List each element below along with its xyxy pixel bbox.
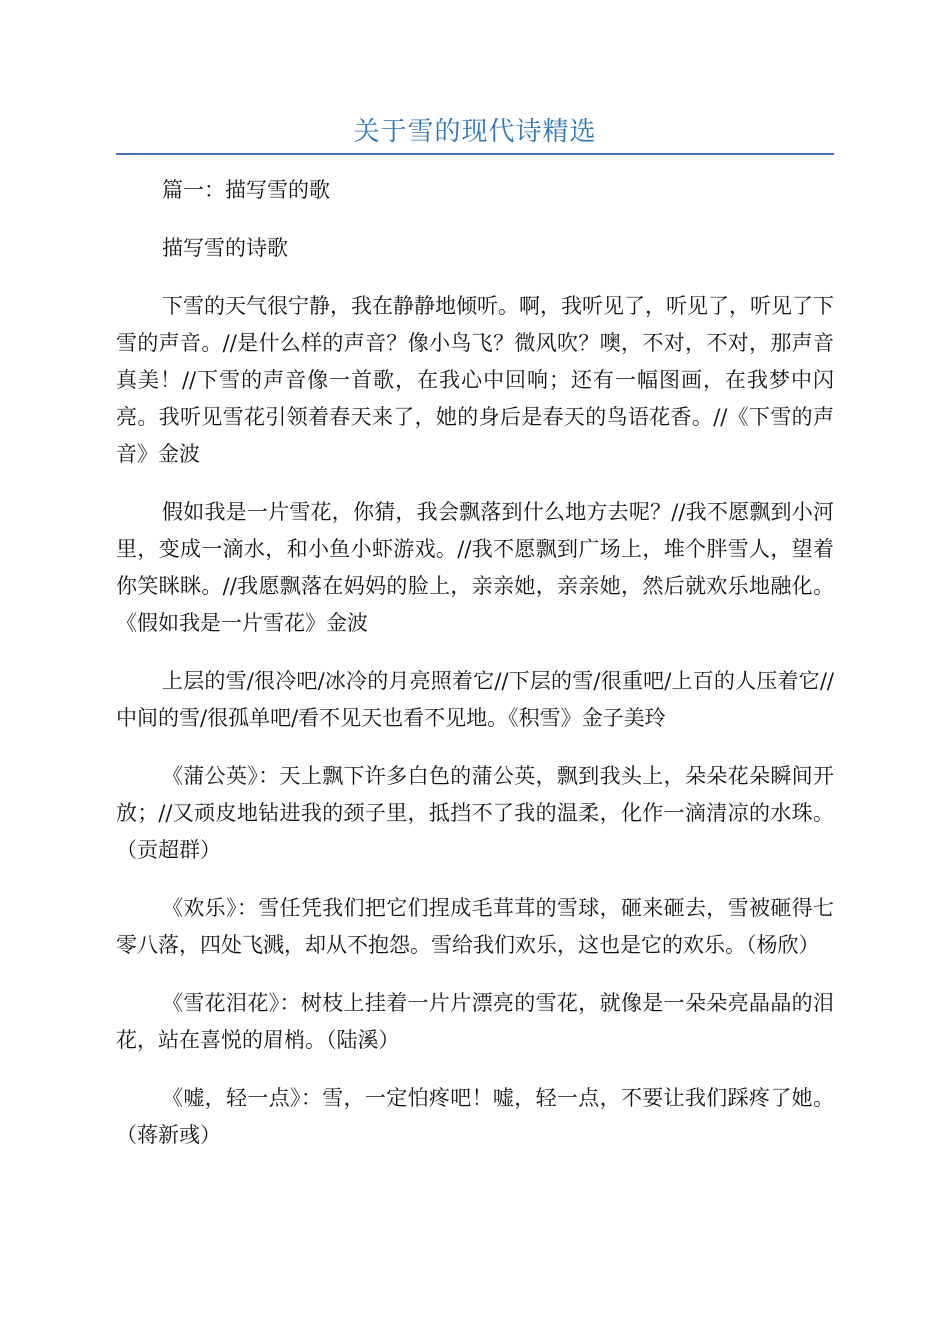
poem-paragraph: 《欢乐》：雪任凭我们把它们捏成毛茸茸的雪球，砸来砸去，雪被砸得七零八落，四处飞溅，却从不抱怨。雪给我们欢乐，这也是它的欢乐。（杨欣） [116,896,834,957]
section-heading: 篇一：描写雪的歌 [162,178,330,202]
title-underline [116,153,834,155]
document-body [116,172,834,1175]
poem-paragraph: 假如我是一片雪花，你猜，我会飘落到什么地方去呢？//我不愿飘到小河里，变成一滴水，和小鱼小虾游戏。//我不愿飘到广场上，堆个胖雪人，望着你笑眯眯。//我愿飘落在妈妈的脸上，亲亲她，亲亲她，然后就欢乐地融化。《假如我是一片雪花》金波 [116,500,834,635]
poem-paragraph: 《嘘，轻一点》：雪，一定怕疼吧！嘘，轻一点，不要让我们踩疼了她。（蒋新彧） [116,1086,834,1147]
subheading: 描写雪的诗歌 [162,236,288,260]
poem-paragraph: 《蒲公英》：天上飘下许多白色的蒲公英，飘到我头上，朵朵花朵瞬间开放；//又顽皮地钻进我的颈子里，抵挡不了我的温柔，化作一滴清凉的水珠。（贡超群） [116,764,834,862]
poem-paragraph: 下雪的天气很宁静，我在静静地倾听。啊，我听见了，听见了，听见了下雪的声音。//是什么样的声音？像小鸟飞？微风吹？噢，不对，不对，那声音真美！//下雪的声音像一首歌，在我心中回响；还有一幅图画，在我梦中闪亮。我听见雪花引领着春天来了，她的身后是春天的鸟语花香。//《下雪的声音》金波 [116,294,834,466]
poem-paragraph: 《雪花泪花》：树枝上挂着一片片漂亮的雪花，就像是一朵朵亮晶晶的泪花，站在喜悦的眉梢。（陆溪） [116,991,834,1052]
document-title: 关于雪的现代诗精选 [353,117,597,147]
poem-paragraph: 上层的雪/很冷吧/冰冷的月亮照着它//下层的雪/很重吧/上百的人压着它//中间的雪/很孤单吧/看不见天也看不见地。《积雪》金子美玲 [116,669,834,730]
